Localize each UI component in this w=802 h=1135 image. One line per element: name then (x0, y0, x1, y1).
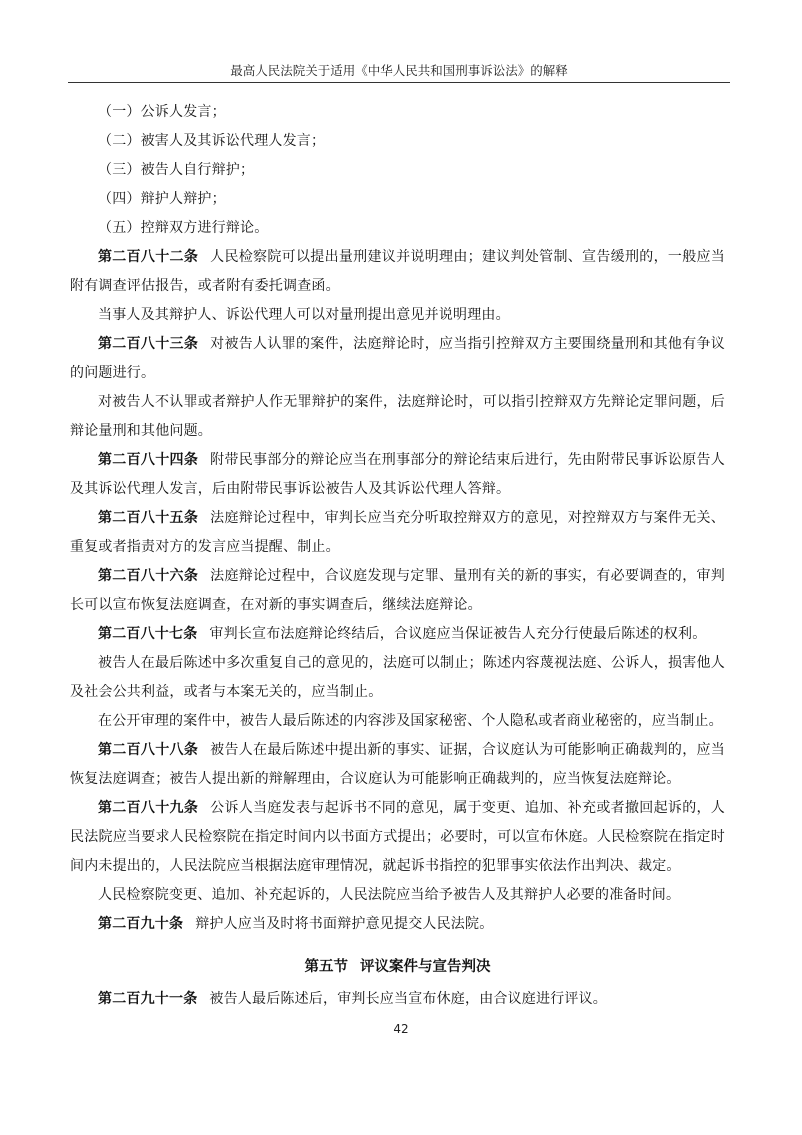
article-text: 被告人最后陈述后，审判长应当宣布休庭，由合议庭进行评议。 (209, 991, 608, 1007)
article-paragraph (70, 446, 725, 504)
section-heading (70, 953, 725, 982)
article-text: 被告人在最后陈述中提出新的事实、证据，合议庭认为可能影响正确裁判的，应当恢复法庭调查；被告人提出新的辩解理由，合议庭认为可能影响正确裁判的，应当恢复法庭辩论。 (70, 742, 725, 787)
article-paragraph (70, 330, 725, 388)
article-label: 第二百八十九条 (98, 800, 199, 816)
article-label: 第二百八十五条 (98, 510, 199, 526)
article-label: 第二百八十七条 (98, 626, 198, 642)
article-label: 第二百八十八条 (98, 742, 199, 758)
article-text: 辩护人应当及时将书面辩护意见提交人民法院。 (195, 916, 494, 932)
article-paragraph (70, 985, 725, 1014)
article-paragraph (70, 562, 725, 620)
section-number: 第五节 (304, 959, 348, 975)
article-text: 法庭辩论过程中，审判长应当充分听取控辩双方的意见，对控辩双方与案件无关、重复或者指责对方的发言应当提醒、制止。 (70, 510, 725, 555)
article-text: 人民检察院可以提出量刑建议并说明理由；建议判处管制、宣告缓刑的，一般应当附有调查评估报告，或者附有委托调查函。 (70, 249, 725, 294)
document-body (70, 98, 725, 1014)
article-text: 附带民事部分的辩论应当在刑事部分的辩论结束后进行，先由附带民事诉讼原告人及其诉讼代理人发言，后由附带民事诉讼被告人及其诉讼代理人答辩。 (70, 452, 725, 497)
article-paragraph (70, 504, 725, 562)
page-number: 42 (393, 1022, 409, 1036)
article-label: 第二百九十条 (98, 916, 184, 932)
article-subparagraph: 人民检察院变更、追加、补充起诉的，人民法院应当给予被告人及其辩护人必要的准备时间。 (98, 887, 681, 903)
article-paragraph (70, 620, 725, 649)
list-item: （二）被害人及其诉讼代理人发言； (98, 133, 326, 149)
header-divider (68, 82, 730, 83)
article-label: 第二百八十三条 (98, 336, 199, 352)
list-item: （四）辩护人辩护； (98, 191, 226, 207)
list-block (70, 98, 725, 243)
article-label: 第二百九十一条 (98, 991, 198, 1007)
article-subparagraph: 被告人在最后陈述中多次重复自己的意见的，法庭可以制止；陈述内容蔑视法庭、公诉人，损害他人及社会公共利益，或者与本案无关的，应当制止。 (70, 655, 725, 700)
article-paragraph (70, 736, 725, 794)
article-text: 对被告人认罪的案件，法庭辩论时，应当指引控辩双方主要围绕量刑和其他有争议的问题进行。 (70, 336, 725, 381)
article-subparagraph: 对被告人不认罪或者辩护人作无罪辩护的案件，法庭辩论时，可以指引控辩双方先辩论定罪问题，后辩论量刑和其他问题。 (70, 394, 725, 439)
article-subparagraph: 在公开审理的案件中，被告人最后陈述的内容涉及国家秘密、个人隐私或者商业秘密的，应当制止。 (98, 713, 723, 729)
article-label: 第二百八十二条 (98, 249, 199, 265)
article-paragraph (70, 910, 725, 939)
article-subparagraph: 当事人及其辩护人、诉讼代理人可以对量刑提出意见并说明理由。 (98, 307, 510, 323)
article-label: 第二百八十四条 (98, 452, 199, 468)
section-title: 评议案件与宣告判决 (360, 959, 491, 975)
running-header: 最高人民法院关于适用《中华人民共和国刑事诉讼法》的解释 (230, 63, 568, 78)
article-text: 审判长宣布法庭辩论终结后，合议庭应当保证被告人充分行使最后陈述的权利。 (209, 626, 707, 642)
list-item: （三）被告人自行辩护； (98, 162, 255, 178)
article-text: 公诉人当庭发表与起诉书不同的意见，属于变更、追加、补充或者撤回起诉的，人民法院应当要求人民检察院在指定时间内以书面方式提出；必要时，可以宣布休庭。人民检察院在指定时间内未提出的，人民法院应当根据法庭审理情况，就起诉书指控的犯罪事实依法作出判决、裁定。 (70, 800, 725, 874)
article-paragraph (70, 794, 725, 881)
article-text: 法庭辩论过程中，合议庭发现与定罪、量刑有关的新的事实，有必要调查的，审判长可以宣布恢复法庭调查，在对新的事实调查后，继续法庭辩论。 (70, 568, 725, 613)
article-label: 第二百八十六条 (98, 568, 199, 584)
list-item: （五）控辩双方进行辩论。 (98, 220, 269, 236)
article-paragraph (70, 243, 725, 301)
list-item: （一）公诉人发言； (98, 104, 226, 120)
